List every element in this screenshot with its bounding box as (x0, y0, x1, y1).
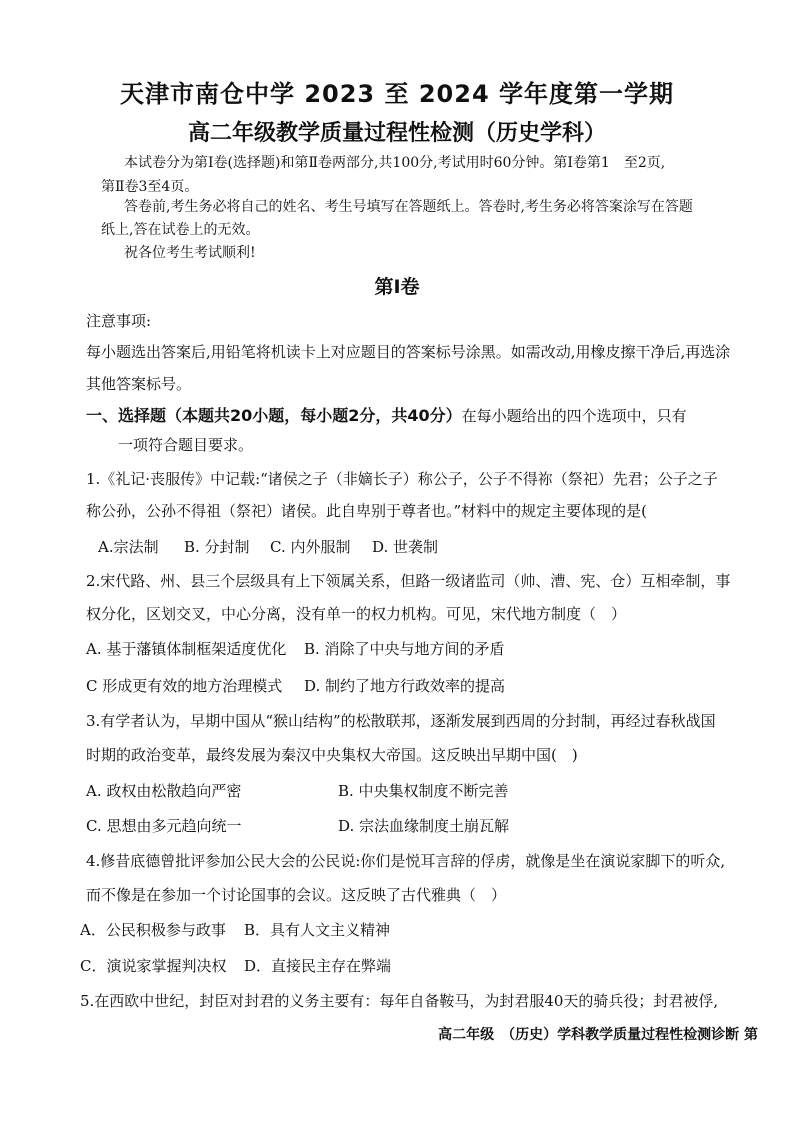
question-1-text: 1.《礼记·丧服传》中记载:“诸侯之子（非嫡长子）称公子，公子不得祢（祭祀）先君；公子之子 (86, 470, 718, 488)
part-heading (86, 403, 687, 426)
intro-line: 纸上,答在试卷上的无效。 (101, 222, 260, 238)
question-3-option-a: A. 政权由松散趋向严密 (86, 782, 242, 800)
intro-line: 答卷前,考生务必将自己的姓名、考生号填写在答题纸上。答卷时,考生务必将答案涂写在答题 (124, 199, 693, 215)
notice-line: 每小题选出答案后,用铅笔将机读卡上对应题目的答案标号涂黑。如需改动,用橡皮擦干净后,再选涂 (86, 343, 731, 361)
question-2-option-c: C 形成更有效的地方治理模式 (86, 677, 283, 695)
question-5-text: 5.在西欧中世纪，封臣对封君的义务主要有：每年自备鞍马，为封君服40天的骑兵役；封君被俘, (80, 992, 719, 1010)
question-4-text: 4.修昔底德曾批评参加公民大会的公民说:你们是悦耳言辞的俘虏，就像是坐在演说家脚下的听众, (86, 852, 726, 870)
exam-subtitle: 高二年级教学质量过程性检测（历史学科） (187, 121, 606, 146)
page-footer: 高二年级 （历史）学科教学质量过程性检测诊断 第 (438, 1027, 758, 1043)
question-2-option-a: A. 基于藩镇体制框架适度优化 (86, 640, 287, 658)
part-heading-cont: 一项符合题目要求。 (118, 436, 254, 454)
question-4-option-a: A．公民积极参与政事 (80, 921, 226, 939)
question-1-option-b: B. 分封制 (184, 538, 250, 556)
notice-label: 注意事项: (86, 312, 152, 330)
notice-line: 其他答案标号。 (86, 375, 192, 393)
question-4-text: 而不像是在参加一个讨论国事的会议。这反映了古代雅典（ ） (86, 886, 507, 904)
question-2-text: 2.宋代路、州、县三个层级具有上下领属关系，但路一级诸监司（帅、漕、宪、仓）互相牵制，事 (86, 572, 731, 590)
question-3-option-b: B. 中央集权制度不断完善 (338, 782, 509, 800)
question-1-option-d: D. 世袭制 (372, 538, 439, 556)
question-3-text: 时期的政治变革，最终发展为秦汉中央集权大帝国。这反映出早期中国( ) (86, 746, 578, 764)
question-2-text: 权分化，区划交叉，中心分离，没有单一的权力机构。可见，宋代地方制度（ ） (86, 605, 627, 623)
intro-line: 祝各位考生考试顺利! (124, 245, 256, 261)
question-1-text: 称公孙，公孙不得祖（祭祀）诸侯。此自卑别于尊者也。”材料中的规定主要体现的是( (86, 502, 648, 520)
question-3-option-c: C. 思想由多元趋向统一 (86, 817, 242, 835)
intro-line: 第Ⅱ卷3至4页。 (101, 179, 199, 195)
question-4-option-d: D．直接民主存在弊端 (244, 957, 392, 975)
part-heading-bold: 一、选择题（本题共20小题，每小题2分，共40分） (86, 406, 462, 425)
section-title: 第Ⅰ卷 (374, 276, 420, 298)
intro-line: 本试卷分为第Ⅰ卷(选择题)和第Ⅱ卷两部分,共100分,考试用时60分钟。第Ⅰ卷第1 至2页, (124, 155, 666, 171)
question-1-option-a: A.宗法制 (98, 538, 159, 556)
question-4-option-c: C．演说家掌握判决权 (80, 957, 227, 975)
part-heading-rest: 在每小题给出的四个选项中，只有 (461, 407, 687, 425)
question-4-option-b: B．具有人文主义精神 (244, 921, 391, 939)
question-3-text: 3.有学者认为，早期中国从“猴山结构”的松散联邦，逐渐发展到西周的分封制，再经过春秋战国 (86, 712, 716, 730)
question-3-option-d: D. 宗法血缘制度土崩瓦解 (338, 817, 510, 835)
exam-title: 天津市南仓中学 2023 至 2024 学年度第一学期 (119, 80, 674, 108)
question-2-option-b: B. 消除了中央与地方间的矛盾 (304, 640, 505, 658)
question-2-option-d: D. 制约了地方行政效率的提高 (304, 677, 506, 695)
question-1-option-c: C. 内外服制 (270, 538, 351, 556)
